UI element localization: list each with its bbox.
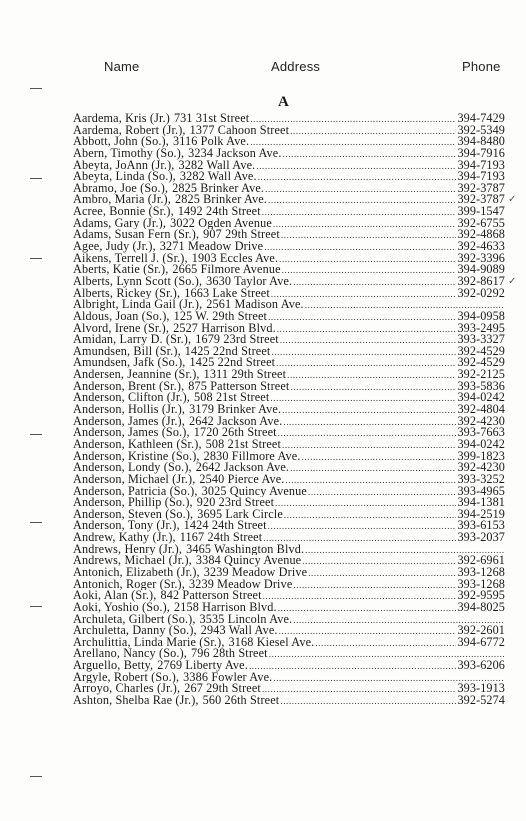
margin-pen-mark: [30, 522, 42, 523]
entry-name: Aikens, Terrell J. (Sr.),: [73, 252, 188, 265]
list-item: [73, 357, 505, 369]
dot-leader: [277, 324, 457, 335]
dot-leader: [293, 277, 456, 288]
list-item: [73, 614, 505, 626]
dot-leader: [290, 382, 456, 393]
list-item: [73, 683, 505, 695]
dot-leader: [290, 463, 456, 474]
list-item: [73, 404, 505, 416]
entry-address: 1167 24th Street: [179, 532, 263, 544]
list-item: [73, 218, 505, 230]
entry-phone: 393-3327: [457, 334, 505, 346]
list-item: [73, 648, 505, 660]
list-item: [73, 125, 505, 137]
list-item: [73, 497, 505, 509]
column-header-name: Name: [104, 59, 140, 74]
entry-phone: 392-2125: [457, 369, 505, 381]
dot-leader: [305, 300, 504, 311]
entry-address: 2825 Brinker Ave.: [172, 182, 265, 195]
entry-address: 3271 Meadow Drive: [159, 241, 264, 253]
list-item: [73, 253, 505, 265]
entry-address: 3168 Kiesel Ave.: [228, 636, 315, 649]
dot-leader: [264, 242, 456, 253]
entry-name: Adams, Susan Fern (Sr.),: [73, 229, 200, 242]
dot-leader: [282, 265, 457, 276]
entry-phone: 393-6153: [457, 520, 505, 533]
entry-address: 2561 Madison Ave.: [206, 299, 304, 311]
section-letter: A: [278, 94, 289, 110]
list-item: [73, 695, 505, 707]
dot-leader: [268, 195, 456, 206]
list-item: [73, 241, 505, 253]
entry-name: Adams, Gary (Jr.),: [73, 217, 167, 230]
list-item: [73, 579, 505, 591]
list-item: [73, 113, 505, 125]
entry-name: Archulittia, Linda Marie (Sr.),: [73, 636, 225, 649]
entry-address: 3022 Ogden Avenue: [170, 217, 272, 230]
entry-address: 3535 Lincoln Ave.: [199, 613, 293, 626]
entry-address: 920 23rd Street: [196, 497, 275, 509]
entry-name: Archuleta, Gilbert (So.),: [73, 613, 196, 626]
entry-address: 1492 24th Street: [177, 206, 261, 218]
entry-address: 1377 Cahoon Street: [189, 124, 290, 137]
entry-name: Amidan, Larry D. (Sr.),: [73, 334, 192, 346]
list-item: [73, 206, 505, 218]
entry-address: 2825 Brinker Ave.: [174, 194, 267, 207]
entry-address: 3282 Wall Ave.: [179, 171, 257, 183]
list-item: [73, 555, 505, 567]
margin-pen-mark: [30, 606, 42, 607]
dot-leader: [265, 184, 456, 195]
entry-phone: 394-0958: [457, 310, 505, 323]
list-item: [73, 486, 505, 498]
entry-phone: 393-1913: [457, 683, 505, 696]
dot-leader: [250, 137, 456, 148]
entry-phone: 394-0242: [457, 438, 505, 451]
entry-phone: 392-4633: [457, 241, 505, 253]
dot-leader: [315, 638, 456, 649]
entry-address: 2665 Filmore Avenue: [172, 264, 281, 276]
dot-leader: [271, 289, 457, 300]
dot-leader: [249, 661, 457, 672]
entry-address: 3239 Meadow Drive: [188, 578, 293, 591]
list-item: [73, 369, 505, 381]
entry-name: Abbott, John (So.),: [73, 136, 169, 148]
entry-phone: 392-4529: [457, 345, 505, 358]
dot-leader: [281, 230, 457, 241]
entry-phone: 392-4804: [457, 404, 505, 416]
entry-address: 2540 Pierce Ave.: [199, 473, 285, 486]
entry-address: 508 21st Street: [205, 438, 282, 451]
entry-name: Antonich, Roger (Sr.),: [73, 578, 185, 591]
list-item: [73, 160, 505, 172]
entry-phone: 392-4529: [457, 357, 505, 370]
checkmark-icon: ✓: [508, 276, 517, 287]
list-item: [73, 462, 505, 474]
entry-address: 508 21st Street: [194, 392, 270, 405]
dot-leader: [293, 615, 504, 626]
entry-address: 125 W. 29th Street: [173, 310, 268, 323]
list-item: [73, 264, 505, 276]
list-item: [73, 427, 505, 439]
entry-phone: 393-2495: [457, 322, 505, 335]
entry-address: 3025 Quincy Avenue: [201, 485, 307, 498]
entry-name: Anderson, Steven (So.),: [73, 508, 194, 521]
list-item: [73, 625, 505, 637]
entry-address: 1311 29th Street: [203, 369, 287, 381]
entry-phone: 392-4230: [457, 415, 505, 428]
directory-list: [73, 113, 505, 707]
list-item: [73, 171, 505, 183]
entry-address: 907 29th Street: [203, 229, 280, 242]
dot-leader: [258, 172, 457, 183]
entry-name: Andrews, Michael (Jr.),: [73, 555, 192, 567]
entry-address: 2642 Jackson Ave.: [195, 462, 290, 474]
entry-name: Anderson, Brent (Sr.),: [73, 380, 185, 393]
dot-leader: [279, 626, 457, 637]
list-item: [73, 416, 505, 428]
entry-address: 3116 Polk Ave.: [172, 136, 250, 148]
list-item: [73, 672, 505, 684]
list-item: [73, 451, 505, 463]
margin-pen-mark: [30, 88, 42, 89]
list-item: [73, 590, 505, 602]
entry-address: 560 26th Street: [202, 695, 280, 707]
entry-address: 3630 Taylor Ave.: [206, 275, 293, 288]
entry-name: Anderson, James (Jr.),: [73, 415, 185, 428]
entry-name: Anderson, Michael (Jr.),: [73, 473, 196, 486]
entry-phone: 393-1268: [457, 566, 505, 579]
entry-phone: 394-8025: [457, 601, 505, 614]
entry-phone: 394-2519: [457, 508, 505, 521]
dot-leader: [271, 347, 456, 358]
list-item: [73, 509, 505, 521]
entry-name: Aldous, Joan (So.),: [73, 310, 170, 323]
dot-leader: [280, 335, 457, 346]
entry-address: 2527 Harrison Blvd.: [173, 322, 276, 335]
entry-phone: 392-9595: [457, 590, 505, 602]
entry-phone: 393-6206: [457, 660, 505, 672]
margin-pen-mark: [30, 434, 42, 435]
entry-phone: 392-6961: [457, 555, 505, 567]
dot-leader: [283, 149, 457, 160]
entry-name: Anderson, Tony (Jr.),: [73, 520, 180, 533]
dot-leader: [250, 114, 456, 125]
entry-phone: 392-3787: [457, 182, 505, 195]
dot-leader: [262, 684, 457, 695]
entry-address: 3234 Jackson Ave.: [188, 147, 282, 160]
entry-phone: 392-0292: [457, 287, 505, 300]
entry-name: Aoki, Alan (Sr.),: [73, 590, 157, 602]
list-item: [73, 229, 505, 241]
entry-phone: 392-3396: [457, 252, 505, 265]
dot-leader: [302, 452, 457, 463]
entry-address: 1425 22nd Street: [184, 345, 271, 358]
entry-address: 1424 24th Street: [183, 520, 267, 533]
entry-name: Anderson, Patricia (So.),: [73, 485, 198, 498]
entry-name: Amundsen, Bill (Sr.),: [73, 345, 181, 358]
entry-phone: 394-8480: [457, 136, 505, 148]
entry-address: 3386 Fowler Ave.: [183, 671, 273, 684]
list-item: [73, 346, 505, 358]
entry-name: Ambro, Maria (Jr.),: [73, 194, 171, 207]
entry-address: 3179 Brinker Ave.: [189, 404, 282, 416]
entry-address: 3695 Lark Circle: [197, 508, 283, 521]
entry-name: Andrew, Kathy (Jr.),: [73, 532, 176, 544]
dot-leader: [290, 126, 456, 137]
entry-name: Anderson, Kristine (So.),: [73, 450, 200, 463]
dot-leader: [273, 219, 457, 230]
entry-address: 1663 Lake Street: [184, 287, 270, 300]
list-item: [73, 520, 505, 532]
list-item: [73, 544, 505, 556]
dot-leader: [276, 358, 456, 369]
entry-address: 1720 26th Street: [193, 427, 277, 439]
entry-phone: 394-7193: [457, 171, 505, 183]
entry-phone: 392-3787: [457, 194, 505, 207]
entry-name: Anderson, Londy (So.),: [73, 462, 192, 474]
margin-pen-mark: [30, 258, 42, 259]
entry-address: 1903 Eccles Ave.: [191, 252, 279, 265]
entry-phone: 392-6755: [457, 217, 505, 230]
dot-leader: [305, 545, 504, 556]
dot-leader: [282, 405, 456, 416]
entry-name: Andersen, Jeannine (Sr.),: [73, 369, 200, 381]
entry-name: Abern, Timothy (So.),: [73, 147, 185, 160]
entry-name: Andrews, Henry (Jr.),: [73, 543, 183, 556]
entry-phone: 393-3252: [457, 473, 505, 486]
entry-name: Agee, Judy (Jr.),: [73, 241, 156, 253]
list-item: [73, 334, 505, 346]
entry-address: 3282 Wall Ave.: [178, 159, 256, 172]
entry-name: Aardema, Kris (Jr.): [73, 113, 170, 125]
entry-phone: 394-7916: [457, 147, 505, 160]
entry-phone: 392-5274: [457, 695, 505, 707]
dot-leader: [308, 568, 456, 579]
entry-name: Alvord, Irene (Sr.),: [73, 322, 170, 335]
list-item: [73, 323, 505, 335]
entry-phone: 393-7663: [457, 427, 505, 439]
dot-leader: [286, 475, 457, 486]
entry-phone: 399-1547: [457, 206, 505, 218]
dot-leader: [280, 696, 456, 707]
column-header-phone: Phone: [462, 59, 501, 74]
entry-name: Abeyta, Linda (So.),: [73, 171, 176, 183]
dot-leader: [270, 393, 456, 404]
entry-address: 875 Patterson Street: [188, 380, 290, 393]
entry-address: 3465 Washington Blvd.: [186, 543, 305, 556]
entry-address: 1425 22nd Street: [189, 357, 276, 370]
column-header-address: Address: [271, 59, 321, 74]
entry-address: 3384 Quincy Avenue: [195, 555, 302, 567]
list-item: [73, 148, 505, 160]
entry-phone: 393-5836: [457, 380, 505, 393]
dot-leader: [278, 603, 457, 614]
dot-leader: [287, 370, 456, 381]
list-item: [73, 392, 505, 404]
entry-name: Alberts, Rickey (Sr.),: [73, 287, 181, 300]
list-item: [73, 288, 505, 300]
entry-phone: 392-8617: [457, 275, 505, 288]
entry-name: Alberts, Lynn Scott (So.),: [73, 275, 203, 288]
entry-name: Amundsen, Jafk (So.),: [73, 357, 186, 370]
entry-phone: 399-1823: [457, 450, 505, 463]
dot-leader: [283, 417, 456, 428]
dot-leader: [256, 161, 456, 172]
entry-name: Anderson, Hollis (Jr.),: [73, 404, 186, 416]
entry-address: 2943 Wall Ave.: [200, 625, 278, 637]
margin-pen-mark: [30, 178, 42, 179]
list-item: [73, 602, 505, 614]
entry-phone: 392-4230: [457, 462, 505, 474]
entry-name: Anderson, Phillip (So.),: [73, 497, 193, 509]
entry-address: 731 31st Street: [173, 113, 250, 125]
dot-leader: [284, 510, 457, 521]
entry-name: Arroyo, Charles (Jr.),: [73, 683, 181, 696]
dot-leader: [302, 556, 456, 567]
entry-phone: 394-7429: [457, 113, 505, 125]
entry-phone: 392-4868: [457, 229, 505, 242]
entry-name: Archuletta, Danny (So.),: [73, 625, 197, 637]
entry-address: 2830 Fillmore Ave.: [203, 450, 301, 463]
entry-phone: 394-1381: [457, 497, 505, 509]
entry-address: 267 29th Street: [184, 683, 261, 696]
list-item: [73, 637, 505, 649]
dot-leader: [293, 580, 456, 591]
dot-leader: [269, 649, 504, 660]
dot-leader: [268, 312, 456, 323]
entry-name: Argyle, Robert (So.),: [73, 671, 180, 684]
dot-leader: [279, 254, 456, 265]
entry-phone: 393-1268: [457, 578, 505, 591]
list-item: [73, 276, 505, 288]
list-item: [73, 474, 505, 486]
entry-name: Antonich, Elizabeth (Jr.),: [73, 566, 200, 579]
entry-phone: 392-2601: [457, 625, 505, 637]
entry-address: 2158 Harrison Blvd.: [174, 601, 277, 614]
list-item: [73, 194, 505, 206]
entry-name: Abramo, Joe (So.),: [73, 182, 169, 195]
entry-address: 796 28th Street: [190, 648, 268, 661]
entry-name: Arguello, Betty,: [73, 660, 154, 672]
entry-phone: 392-5349: [457, 124, 505, 137]
list-item: [73, 660, 505, 672]
entry-address: 1679 23rd Street: [195, 334, 279, 346]
entry-name: Acree, Bonnie (Sr.),: [73, 206, 174, 218]
list-item: [73, 183, 505, 195]
entry-name: Aberts, Katie (Sr.),: [73, 264, 169, 276]
dot-leader: [263, 533, 456, 544]
dot-leader: [268, 521, 457, 532]
list-item: [73, 311, 505, 323]
entry-name: Albright, Linda Gail (Jr.),: [73, 299, 203, 311]
entry-name: Anderson, Kathleen (Sr.),: [73, 438, 202, 451]
entry-name: Aardema, Robert (Jr.),: [73, 124, 186, 137]
entry-address: 3239 Meadow Drive: [203, 566, 308, 579]
dot-leader: [273, 673, 504, 684]
dot-leader: [282, 440, 456, 451]
entry-phone: 394-7193: [457, 159, 505, 172]
entry-phone: 394-9089: [457, 264, 505, 276]
dot-leader: [278, 428, 457, 439]
entry-address: 2642 Jackson Ave.: [188, 415, 283, 428]
list-item: [73, 532, 505, 544]
entry-phone: 394-0242: [457, 392, 505, 405]
entry-phone: 393-2037: [457, 532, 505, 544]
entry-name: Ashton, Shelba Rae (Jr.),: [73, 695, 199, 707]
entry-phone: 393-4965: [457, 485, 505, 498]
entry-name: Abeyta, JoAnn (Jr.),: [73, 159, 175, 172]
entry-name: Arellano, Nancy (So.),: [73, 648, 187, 661]
list-item: [73, 136, 505, 148]
margin-pen-mark: [30, 776, 42, 777]
list-item: [73, 439, 505, 451]
dot-leader: [263, 591, 457, 602]
entry-address: 2769 Liberty Ave.: [157, 660, 248, 672]
list-item: [73, 567, 505, 579]
entry-name: Anderson, Clifton (Jr.),: [73, 392, 191, 405]
entry-phone: 394-6772: [457, 636, 505, 649]
dot-leader: [262, 207, 457, 218]
entry-address: 842 Patterson Street: [160, 590, 262, 602]
list-item: [73, 299, 505, 311]
dot-leader: [308, 487, 457, 498]
checkmark-icon: ✓: [508, 194, 517, 205]
list-item: [73, 381, 505, 393]
entry-name: Aoki, Yoshio (So.),: [73, 601, 170, 614]
entry-name: Anderson, James (So.),: [73, 427, 190, 439]
dot-leader: [275, 498, 456, 509]
